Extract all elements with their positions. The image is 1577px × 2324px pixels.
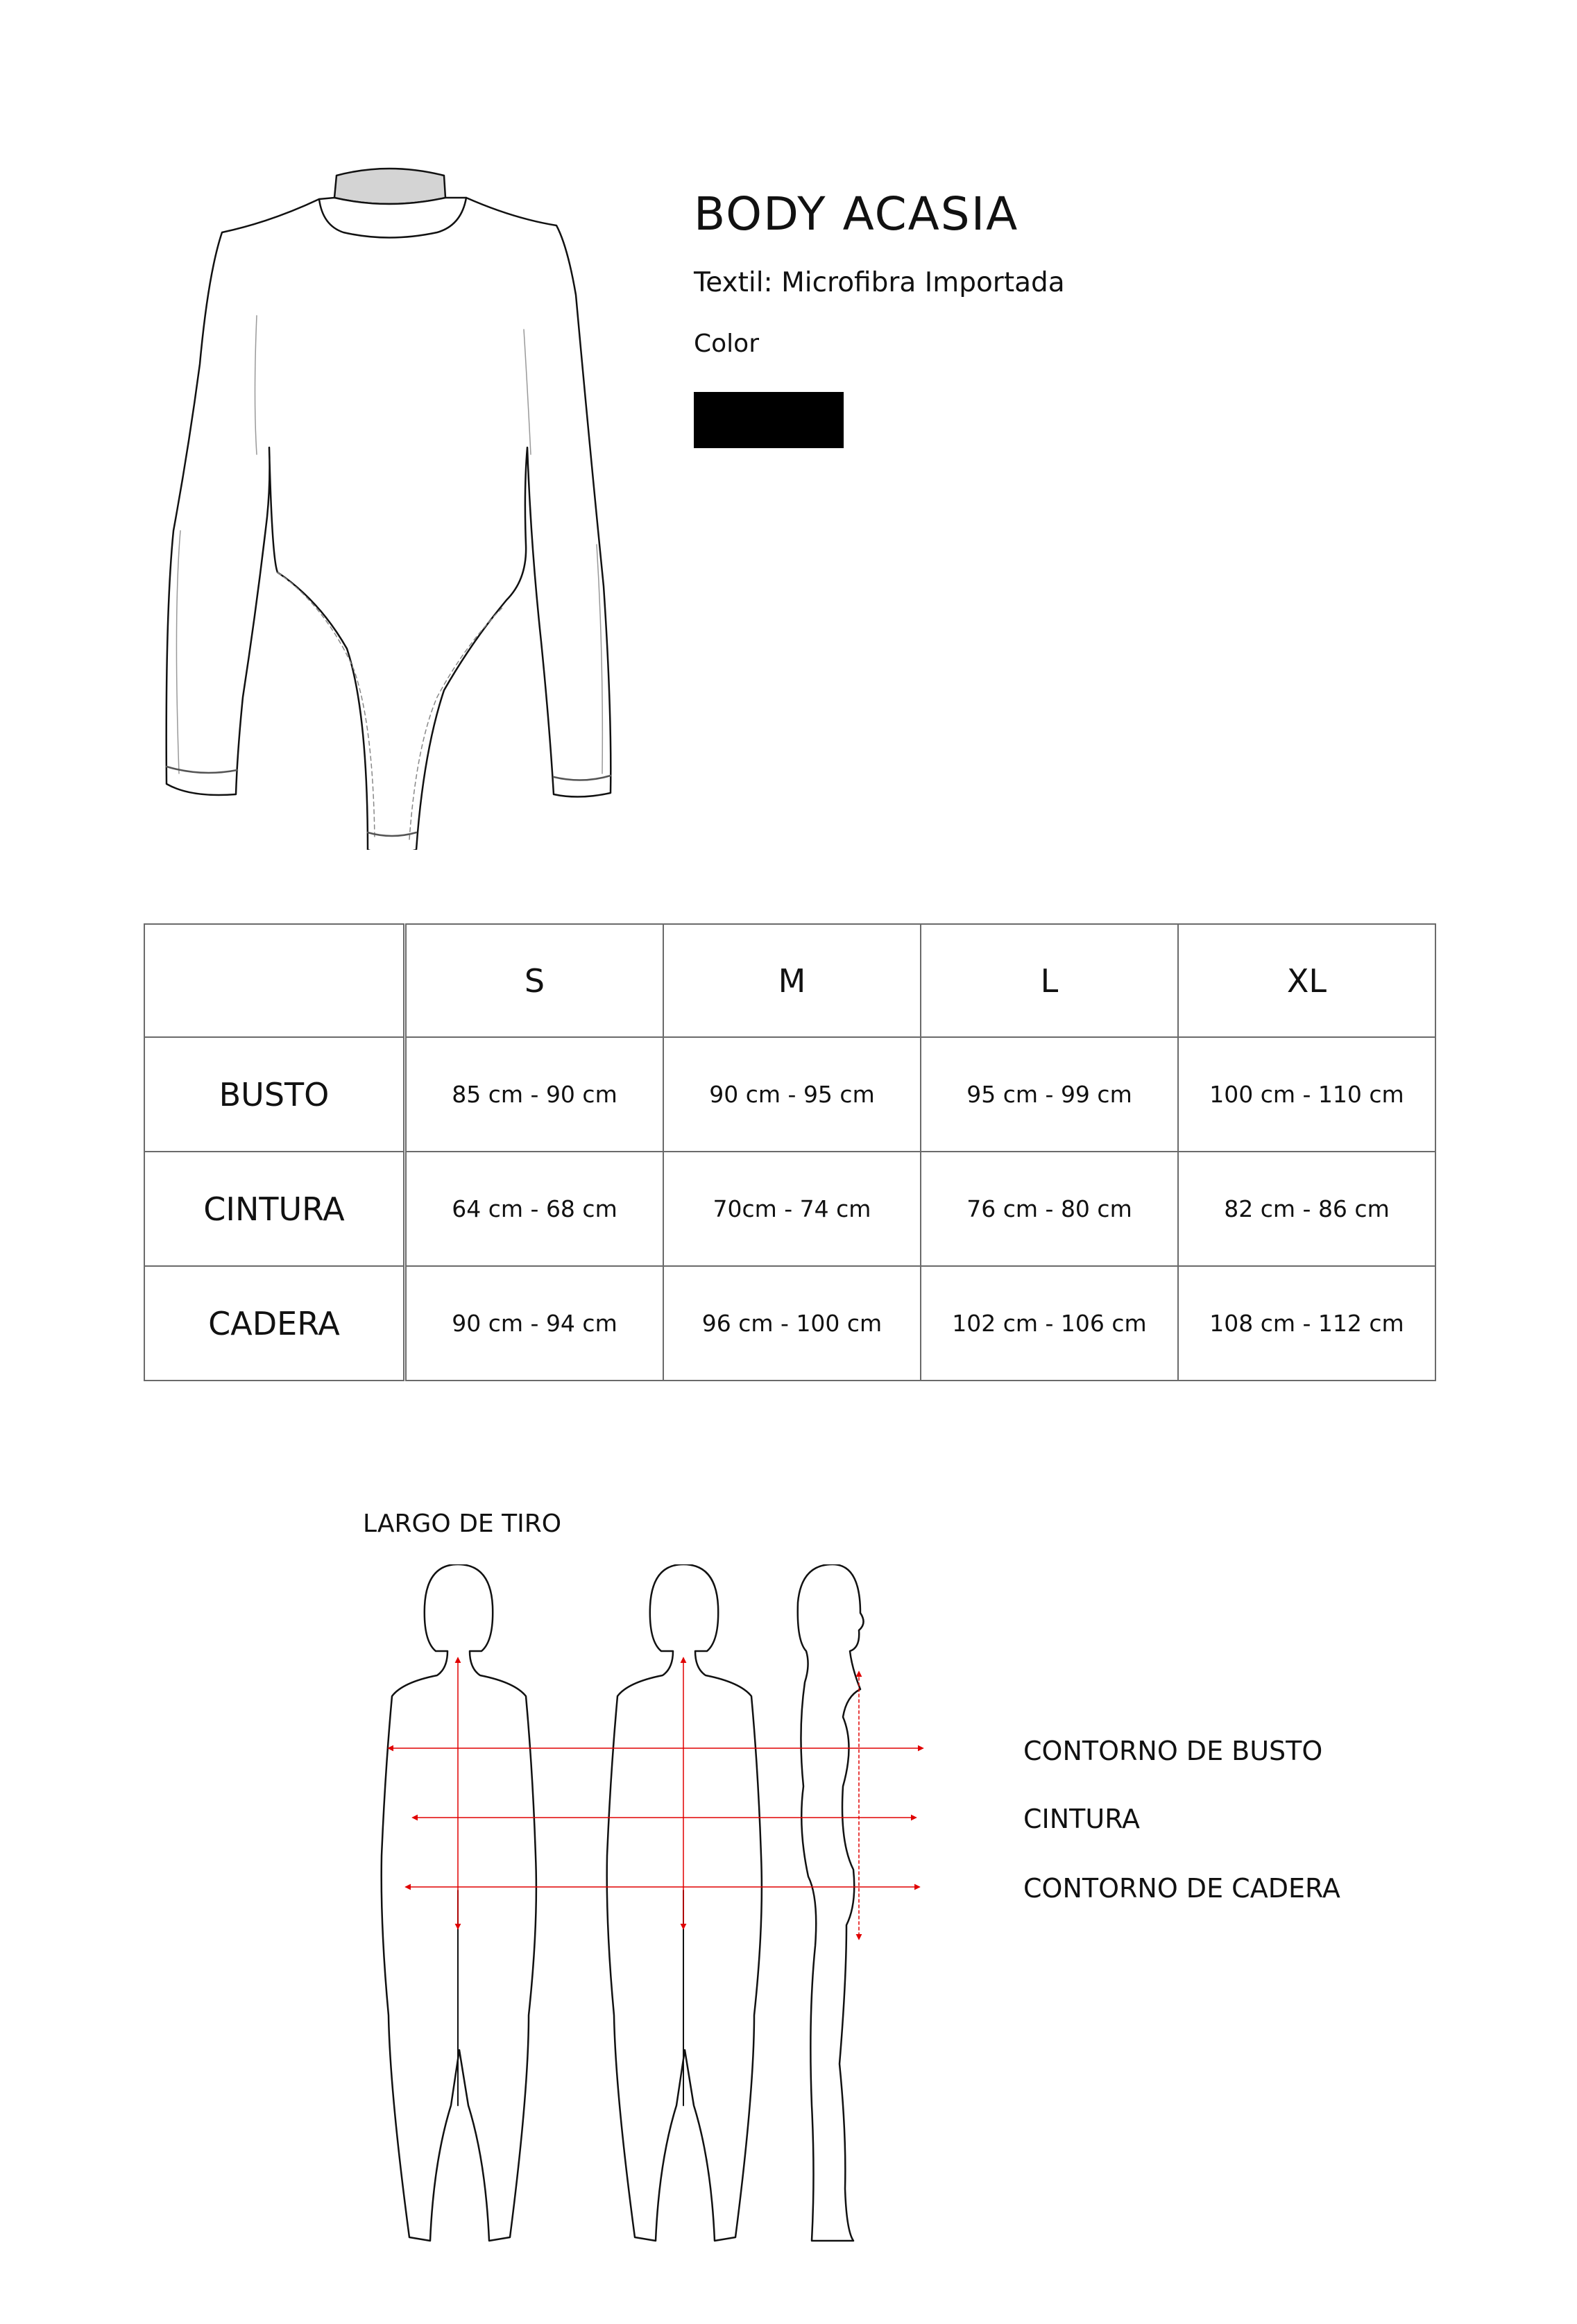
cintura-s: 64 cm - 68 cm <box>405 1152 664 1266</box>
product-title: BODY ACASIA <box>694 187 1019 241</box>
body-measurement-figures-icon <box>347 1564 971 2258</box>
size-header-l: L <box>921 924 1178 1037</box>
cadera-s: 90 cm - 94 cm <box>405 1266 664 1381</box>
row-label-cintura: CINTURA <box>144 1152 405 1266</box>
size-header-xl: XL <box>1178 924 1435 1037</box>
figure-side-icon <box>798 1564 864 2241</box>
corner-cell <box>144 924 405 1037</box>
size-chart-table <box>144 923 1436 1381</box>
busto-l: 95 cm - 99 cm <box>921 1037 1178 1152</box>
cadera-l: 102 cm - 106 cm <box>921 1266 1178 1381</box>
table-row-busto <box>144 1037 1435 1152</box>
busto-m: 90 cm - 95 cm <box>663 1037 921 1152</box>
largo-de-tiro-label: LARGO DE TIRO <box>363 1510 562 1538</box>
cintura-l: 76 cm - 80 cm <box>921 1152 1178 1266</box>
row-label-cadera: CADERA <box>144 1266 405 1381</box>
row-label-busto: BUSTO <box>144 1037 405 1152</box>
cintura-xl: 82 cm - 86 cm <box>1178 1152 1435 1266</box>
busto-xl: 100 cm - 110 cm <box>1178 1037 1435 1152</box>
contorno-de-busto-label: CONTORNO DE BUSTO <box>1023 1736 1323 1766</box>
size-header-row <box>144 924 1435 1037</box>
size-header-m: M <box>663 924 921 1037</box>
table-row-cadera <box>144 1266 1435 1381</box>
contorno-de-cadera-label: CONTORNO DE CADERA <box>1023 1873 1340 1904</box>
fabric-info: Textil: Microfibra Importada <box>694 267 1065 298</box>
color-label: Color <box>694 330 759 358</box>
figure-front-icon <box>607 1564 762 2241</box>
table-row-cintura <box>144 1152 1435 1266</box>
cadera-m: 96 cm - 100 cm <box>663 1266 921 1381</box>
cintura-m: 70cm - 74 cm <box>663 1152 921 1266</box>
color-swatch <box>694 392 844 448</box>
cadera-xl: 108 cm - 112 cm <box>1178 1266 1435 1381</box>
busto-s: 85 cm - 90 cm <box>405 1037 664 1152</box>
cintura-label: CINTURA <box>1023 1804 1141 1834</box>
size-header-s: S <box>405 924 664 1037</box>
figure-back-icon <box>382 1564 536 2241</box>
bodysuit-flat-sketch-icon <box>153 156 652 850</box>
